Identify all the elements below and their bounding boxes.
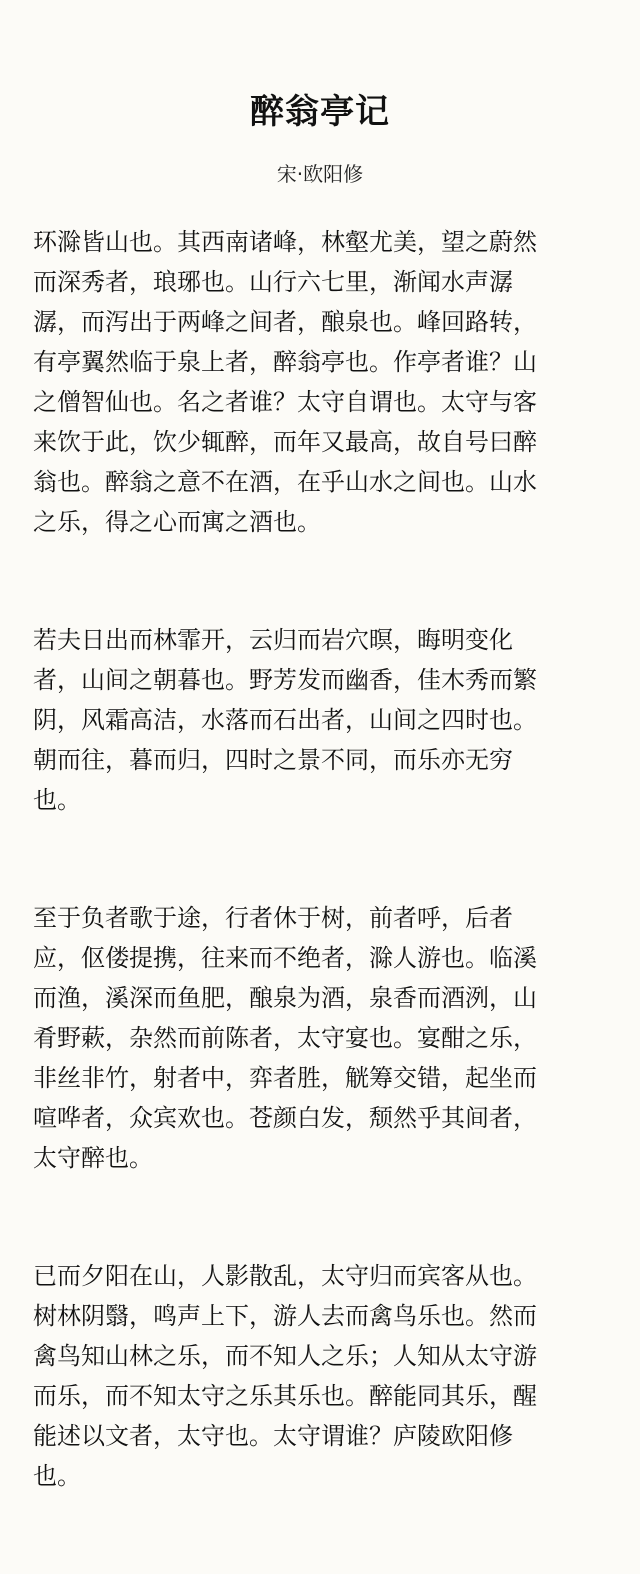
article-body	[33, 222, 607, 1574]
text-line: 之乐，得之心而寓之酒也。	[33, 508, 321, 536]
text-line: 阴，风霜高洁，水落而石出者，山间之四时也。	[33, 706, 537, 734]
paragraph-2	[33, 620, 607, 820]
text-line: 也。	[33, 786, 81, 814]
article-author: 宋·欧阳修	[276, 162, 364, 186]
text-line: 来饮于此，饮少辄醉，而年又最高，故自号曰醉	[33, 428, 537, 456]
text-line: 肴野蔌，杂然而前陈者，太守宴也。宴酣之乐，	[33, 1024, 537, 1052]
text-line: 应，伛偻提携，往来而不绝者，滁人游也。临溪	[33, 944, 537, 972]
text-line: 也。	[33, 1462, 81, 1490]
text-line: 禽鸟知山林之乐，而不知人之乐；人知从太守游	[33, 1342, 537, 1370]
text-line: 有亭翼然临于泉上者，醉翁亭也。作亭者谁？山	[33, 348, 537, 376]
paragraph-3	[33, 898, 607, 1178]
text-line: 环滁皆山也。其西南诸峰，林壑尤美，望之蔚然	[33, 228, 537, 256]
text-line: 树林阴翳，鸣声上下，游人去而禽鸟乐也。然而	[33, 1302, 537, 1330]
text-line: 若夫日出而林霏开，云归而岩穴暝，晦明变化	[33, 626, 513, 654]
text-line: 朝而往，暮而归，四时之景不同，而乐亦无穷	[33, 746, 513, 774]
text-line: 而渔，溪深而鱼肥，酿泉为酒，泉香而酒洌，山	[33, 984, 537, 1012]
text-line: 至于负者歌于途，行者休于树，前者呼，后者	[33, 904, 513, 932]
paragraph-4	[33, 1256, 607, 1496]
text-line: 太守醉也。	[33, 1144, 153, 1172]
text-line: 而深秀者，琅琊也。山行六七里，渐闻水声潺	[33, 268, 513, 296]
text-line: 之僧智仙也。名之者谁？太守自谓也。太守与客	[33, 388, 537, 416]
paragraph-1	[33, 222, 607, 542]
text-line: 非丝非竹，射者中，弈者胜，觥筹交错，起坐而	[33, 1064, 537, 1092]
text-line: 已而夕阳在山，人影散乱，太守归而宾客从也。	[33, 1262, 537, 1290]
article-title: 醉翁亭记	[250, 92, 390, 132]
text-line: 翁也。醉翁之意不在酒，在乎山水之间也。山水	[33, 468, 537, 496]
text-line: 能述以文者，太守也。太守谓谁？庐陵欧阳修	[33, 1422, 513, 1450]
text-line: 喧哗者，众宾欢也。苍颜白发，颓然乎其间者，	[33, 1104, 537, 1132]
text-line: 潺，而泻出于两峰之间者，酿泉也。峰回路转，	[33, 308, 537, 336]
text-line: 而乐，而不知太守之乐其乐也。醉能同其乐，醒	[33, 1382, 537, 1410]
text-line: 者，山间之朝暮也。野芳发而幽香，佳木秀而繁	[33, 666, 537, 694]
